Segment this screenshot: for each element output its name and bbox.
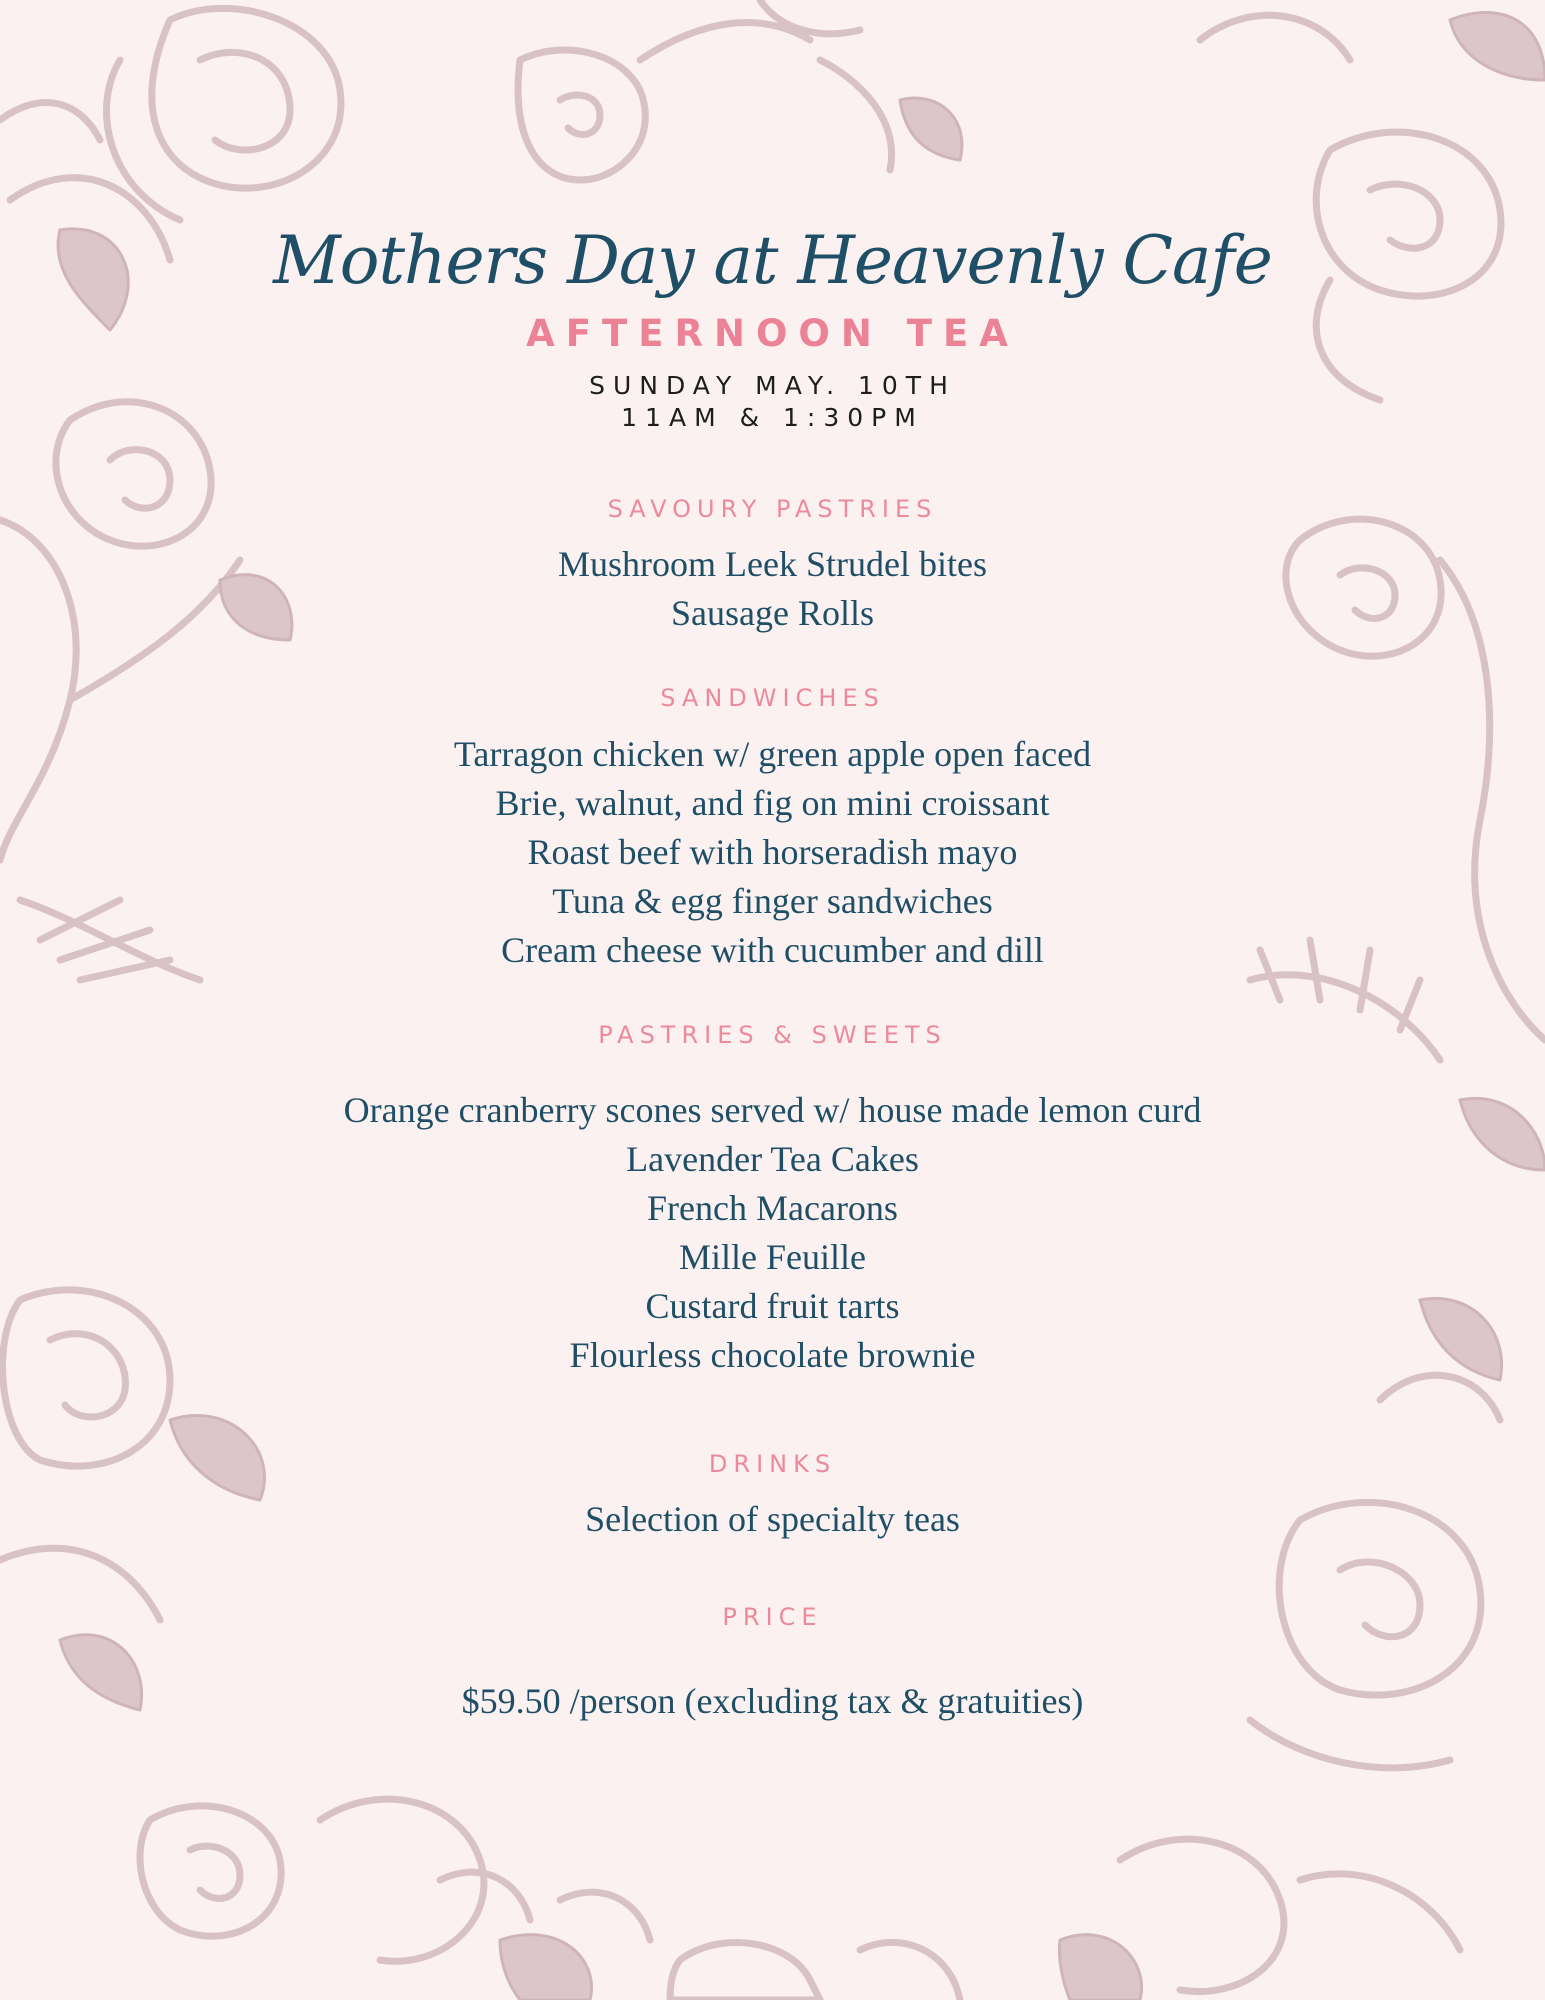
menu-item: Mushroom Leek Strudel bites [558,544,987,584]
page-title: Mothers Day at Heavenly Cafe [273,222,1272,299]
menu-item: Orange cranberry scones served w/ house made lemon curd [343,1090,1202,1130]
flower-bottom-left-icon [140,1799,592,2000]
flower-bottom-center-icon [560,1892,960,2000]
event-date: SUNDAY MAY. 10TH [589,371,956,400]
section-heading-savoury-pastries: SAVOURY PASTRIES [607,495,938,523]
menu-item: Mille Feuille [679,1237,866,1277]
menu-item: Selection of specialty teas [585,1499,960,1539]
section-heading-drinks: DRINKS [708,1450,837,1478]
menu-item: Flourless chocolate brownie [569,1335,976,1375]
rose-bottom-right-icon [1059,1298,1501,2000]
menu-item: French Macarons [647,1188,898,1228]
menu-subtitle: AFTERNOON TEA [526,312,1019,355]
flower-top-center-icon [518,0,962,180]
section-heading-sandwiches: SANDWICHES [660,684,885,712]
menu-item: Tarragon chicken w/ green apple open faced [453,734,1092,774]
section-heading-pastries-sweets: PASTRIES & SWEETS [598,1021,947,1049]
menu-item: Roast beef with horseradish mayo [527,832,1018,872]
menu-item: Sausage Rolls [671,593,874,633]
menu-item: Custard fruit tarts [645,1286,900,1326]
event-times: 11AM & 1:30PM [621,403,924,432]
section-heading-price: PRICE [722,1603,823,1631]
menu-item: Cream cheese with cucumber and dill [501,930,1044,970]
price-text: $59.50 /person (excluding tax & gratuities) [461,1681,1084,1721]
menu-item: Tuna & egg finger sandwiches [552,881,993,921]
menu-item: Lavender Tea Cakes [626,1139,919,1179]
menu-item: Brie, walnut, and fig on mini croissant [495,783,1050,823]
